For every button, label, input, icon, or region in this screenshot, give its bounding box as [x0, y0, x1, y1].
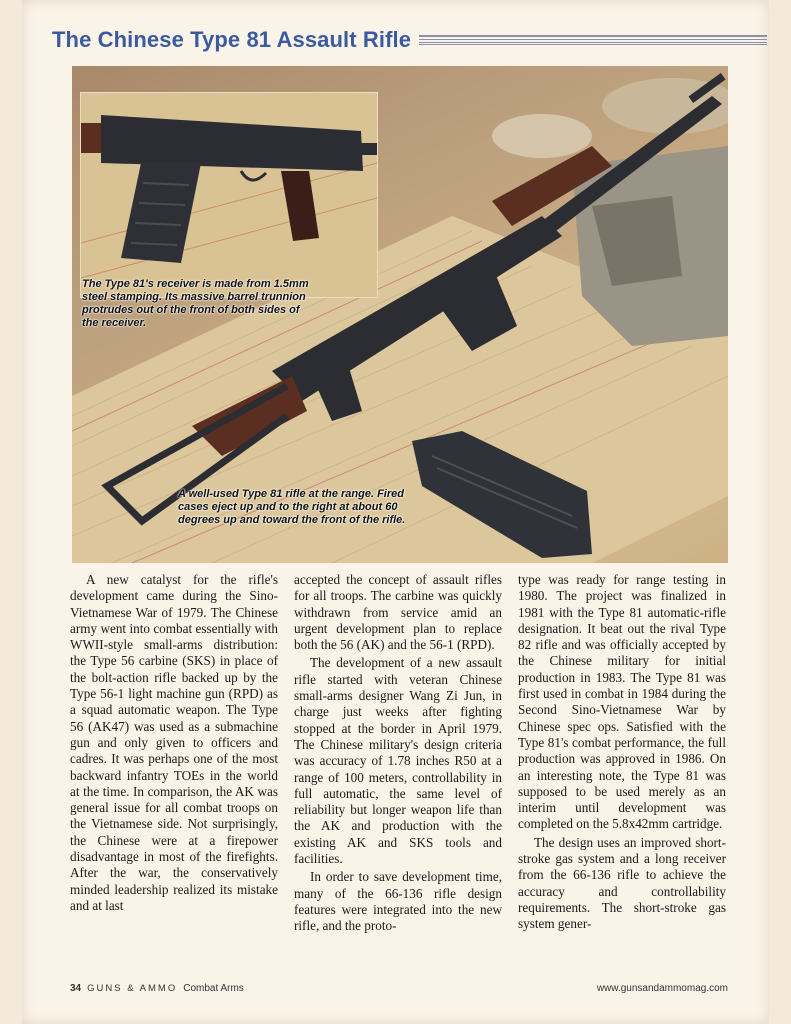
receiver-illustration [81, 93, 377, 297]
paragraph: In order to save development time, many of the 66-136 rifle design features were integrated into the new rifle, and the proto- [294, 869, 502, 934]
receiver-inset-photo [80, 92, 378, 298]
title-rule [419, 35, 767, 45]
main-photo-caption: A well-used Type 81 rifle at the range. Fired cases eject up and to the right at about 60 degrees up and toward the front of the rifle. [178, 488, 406, 526]
footer-left [70, 983, 244, 994]
page-footer [70, 980, 728, 996]
paragraph: The development of a new assault rifle started with veteran Chinese small-arms designer Wang Zi Jun, in charge just weeks after fighting stopped at the border in April 1979. The Chinese military's design criteria was accuracy of 1.78 inches R50 at a range of 100 meters, controllability in full automatic, the same level of reliability but longer weapon life than the AK and production with the existing AK and SKS tools and facilities. [294, 655, 502, 867]
page-number: 34 [70, 982, 82, 994]
rifle-photo [72, 66, 728, 563]
website-url: www.gunsandammomag.com [596, 982, 728, 994]
section-name: Combat Arms [183, 982, 244, 994]
article-body [70, 572, 728, 972]
paragraph: type was ready for range testing in 1980. The project was finalized in 1981 with the Type 81 automatic-rifle designation. It beat out the rival Type 82 rifle and was officially accepted by the Chinese military for initial production in 1983. The Type 81 was first used in combat in 1984 during the Second Sino-Vietnamese War by Chinese spec ops. Satisfied with the Type 81's combat performance, the full production was approved in 1986. On an interesting note, the Type 81 was supposed to be used merely as an interim until development was completed on the 5.8x42mm cartridge. [518, 572, 726, 832]
magazine-name: GUNS & AMMO [87, 982, 178, 994]
paragraph: accepted the concept of assault rifles for all troops. The carbine was quickly withdrawn from service amid an urgent development plan to replace both the 56 (AK) and the 56-1 (RPD). [294, 572, 502, 653]
article-column-2 [294, 572, 502, 972]
inset-caption: The Type 81's receiver is made from 1.5mm steel stamping. Its massive barrel trunnion protrudes out of the front of both sides of the receiver. [82, 278, 309, 329]
article-column-3 [518, 572, 726, 972]
paragraph: A new catalyst for the rifle's development came during the Sino-Vietnamese War of 1979. The Chinese army went into combat essentially with WWII-style small-arms distribution: the Type 56 carbine (SKS) in place of the bolt-action rifle backed up by the Type 56-1 light machine gun (RPD) as a squad automatic weapon. The Type 56 (AK47) was used as a submachine gun and only given to officers and cadres. It was perhaps one of the most backward infantry TOEs in the world at the time. In comparison, the AK was general issue for all combat troops on the Vietnamese side. Not surprisingly, the Chinese were at a firepower disadvantage in most of the firefights. After the war, the conservatively minded leadership realized its mistake and at last [70, 572, 278, 913]
article-column-1 [70, 572, 278, 972]
title-bar [52, 20, 767, 60]
paragraph: The design uses an improved short-stroke gas system and a long receiver from the 66-136 rifle to achieve the accuracy and controllability requirements. The short-stroke gas system gener- [518, 834, 726, 932]
article-title: The Chinese Type 81 Assault Rifle [52, 27, 412, 52]
